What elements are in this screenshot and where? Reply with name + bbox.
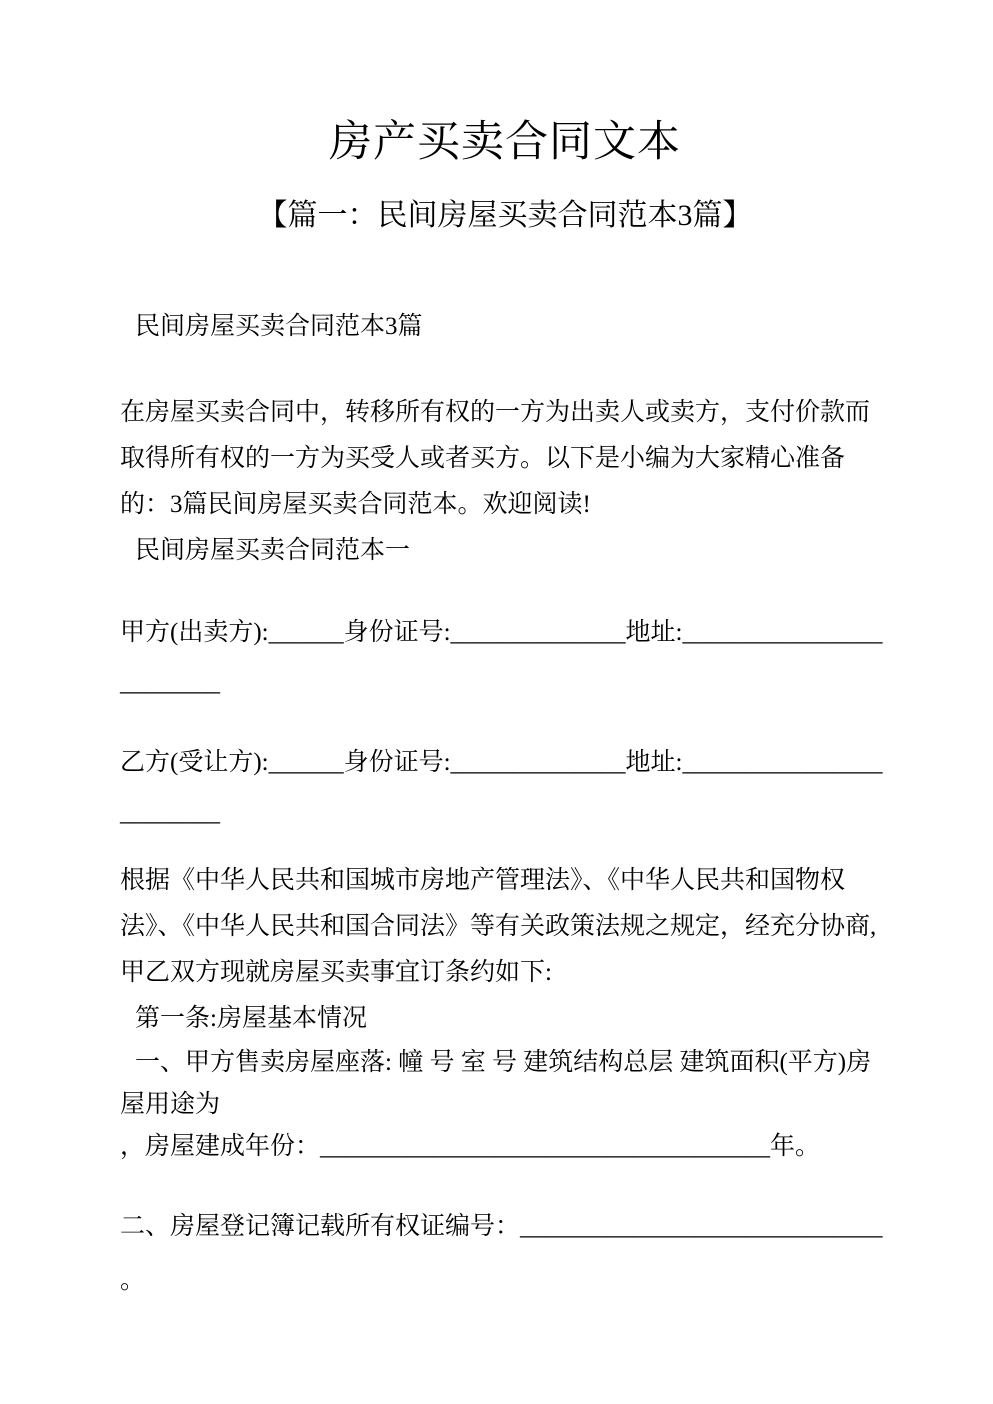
- closing-period: 。: [120, 1267, 146, 1294]
- heading-sample-one: 民间房屋买卖合同范本一: [135, 537, 411, 564]
- intro-paragraph: 在房屋买卖合同中，转移所有权的一方为出卖人或卖方，支付价款而取得所有权的一方为买受人或者买方。以下是小编为大家精心准备的：3篇民间房屋买卖合同范本。欢迎阅读!: [120, 399, 871, 518]
- clause-1-item-1: 一、甲方售卖房屋座落: 幢 号 室 号 建筑结构总层 建筑面积(平方)房屋用途为: [120, 1049, 872, 1118]
- clause-1-item-1-year-blank: ，房屋建成年份：____________________________________年。: [120, 1133, 821, 1160]
- document-content: [120, 0, 890, 1304]
- party-a-blank-line: 甲方(出卖方):______身份证号:______________地址:________________________: [120, 619, 883, 696]
- party-b-blank-line: 乙方(受让方):______身份证号:______________地址:________________________: [120, 749, 883, 826]
- document-title: 房产买卖合同文本: [329, 119, 681, 166]
- clause-2-item: 二、房屋登记簿记载所有权证编号：_____________________________: [120, 1213, 883, 1240]
- legal-basis-paragraph: 根据《中华人民共和国城市房地产管理法》、《中华人民共和国物权法》、《中华人民共和国合同法》等有关政策法规之规定，经充分协商,甲乙双方现就房屋买卖事宜订条约如下:: [120, 867, 877, 986]
- clause-1-title: 第一条:房屋基本情况: [135, 1005, 367, 1032]
- heading-sample-list: 民间房屋买卖合同范本3篇: [135, 313, 423, 340]
- document-subtitle: 【篇一：民间房屋买卖合同范本3篇】: [257, 199, 753, 232]
